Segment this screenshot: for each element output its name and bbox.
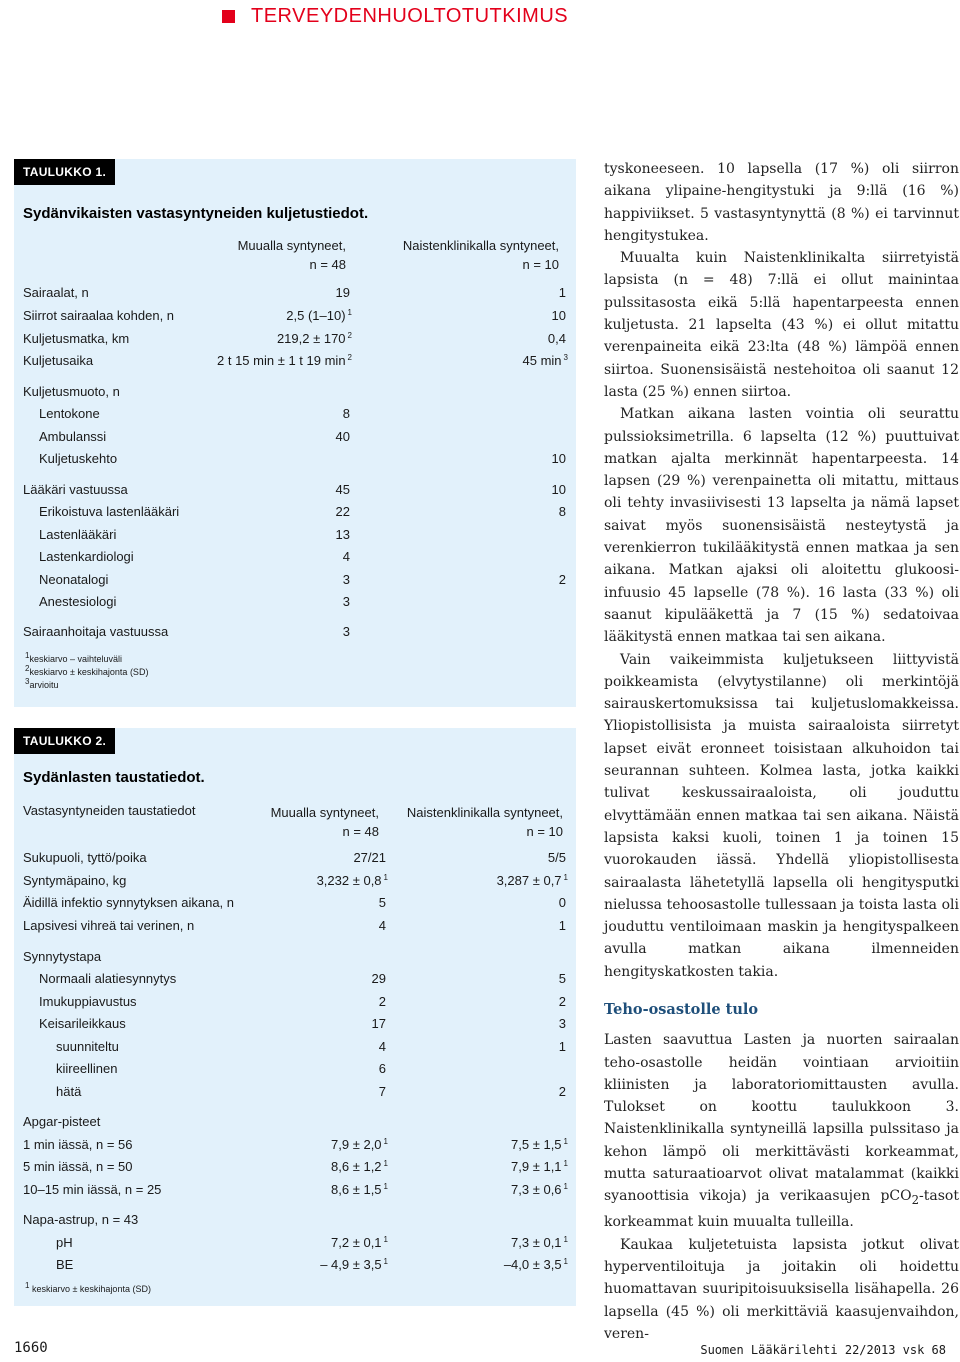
row-value-col2 xyxy=(559,971,568,987)
value-text: 2 xyxy=(558,1084,566,1099)
value-text: 8,6 ± 1,5 xyxy=(331,1182,382,1197)
footnote-marker: 1 xyxy=(563,1158,568,1168)
value-text: 19 xyxy=(335,285,350,300)
page-number: 1660 xyxy=(14,1340,48,1356)
value-text: 45 min xyxy=(522,353,562,368)
value-text: 8 xyxy=(558,504,566,519)
footnote-marker: 1 xyxy=(563,872,568,882)
value-text: 4 xyxy=(342,549,350,564)
row-value-col1 xyxy=(336,504,352,520)
row-label: 5 min iässä, n = 50 xyxy=(23,1159,133,1174)
value-text: 0 xyxy=(558,895,566,910)
row-value-col1 xyxy=(317,873,388,889)
row-label: Keisarileikkaus xyxy=(39,1016,126,1031)
row-label: hätä xyxy=(56,1084,82,1099)
value-text: 8 xyxy=(342,406,350,421)
value-text: 29 xyxy=(371,971,386,986)
row-value-col1 xyxy=(217,353,352,369)
row-label: Kuljetusmatka, km xyxy=(23,331,130,346)
article-paragraph: tyskoneeseen. 10 lapsella (17 %) oli siirron aikana ylipaine-hengitystuki ja 9:llä (16 %) happiviikset. 5 vastasyntynyttä (8 %) ei tarvinnut hengitystukea. xyxy=(604,161,959,244)
footnote-marker: 1 xyxy=(563,1234,568,1244)
value-text: 10 xyxy=(551,482,566,497)
article-paragraph: Matkan aikana lasten vointia oli seurattu pulssioksimetrilla. 6 lapselta (12 %) puuttuivat matkan ajalta merkinnät hapentarpeesta. 14 lapsen (29 %) verenpainetta oli mitattu, mittaus oli tehty invasiivisesti 13 lapselta ja nämä lapset saivat myös suonensisäistä nesteytystä ja verenkierron tukilääkitystä ennen matkaa ja sen aikana. Matkan ajaksi oli aloitettu glukoosi-infuusio 45 lapselle (78 %). 16 lasta (33 %) oli saanut kipulääkettä ja 7 (15 %) sedatoivaa lääkitystä ennen matkaa tai sen aikana. xyxy=(604,406,959,646)
value-text: 13 xyxy=(335,527,350,542)
row-value-col2 xyxy=(523,353,568,369)
row-label: suunniteltu xyxy=(56,1039,119,1054)
paragraph-text: -tasot korkeammat kuin muualta tulleilla. xyxy=(604,1188,959,1231)
value-text: 4 xyxy=(378,1039,386,1054)
footnote xyxy=(23,666,148,679)
row-label: Sukupuoli, tyttö/poika xyxy=(23,850,147,865)
row-label: Kuljetusmuoto, n xyxy=(23,384,120,399)
footnote-marker: 1 xyxy=(383,1234,388,1244)
row-value-col2 xyxy=(559,504,568,520)
row-value-col2 xyxy=(497,873,568,889)
table-1-col1-header xyxy=(134,236,346,274)
value-text: 10 xyxy=(551,451,566,466)
value-text: 8,6 ± 1,2 xyxy=(331,1159,382,1174)
row-value-col1 xyxy=(379,1039,388,1055)
row-value-col2 xyxy=(559,1039,568,1055)
value-text: 7,9 ± 2,0 xyxy=(331,1137,382,1152)
row-label: 10–15 min iässä, n = 25 xyxy=(23,1182,162,1197)
value-text: 3,287 ± 0,7 xyxy=(496,873,562,888)
value-text: 2 xyxy=(558,994,566,1009)
article-paragraph xyxy=(604,1029,959,1233)
footnote-marker: 1 xyxy=(563,1256,568,1266)
row-value-col1 xyxy=(320,1257,388,1273)
footnote-marker: 2 xyxy=(347,330,352,340)
row-label: Kuljetuskehto xyxy=(39,451,118,466)
value-text: 27/21 xyxy=(353,850,386,865)
row-label: Lääkäri vastuussa xyxy=(23,482,128,497)
section-header xyxy=(222,4,568,28)
footnote-marker: 1 xyxy=(563,1136,568,1146)
row-value-col1 xyxy=(343,549,352,565)
row-label: kiireellinen xyxy=(56,1061,118,1076)
row-value-col2 xyxy=(511,1235,568,1251)
row-value-col2 xyxy=(552,451,568,467)
col2-header-line2: n = 10 xyxy=(526,824,563,839)
table-2-caption: Sydänlasten taustatiedot. xyxy=(23,769,205,786)
value-text: 0,4 xyxy=(547,331,566,346)
value-text: 1 xyxy=(558,918,566,933)
row-label: 1 min iässä, n = 56 xyxy=(23,1137,133,1152)
row-label: Erikoistuva lastenlääkäri xyxy=(39,504,180,519)
row-value-col2 xyxy=(552,308,568,324)
value-text: 3,232 ± 0,8 xyxy=(316,873,382,888)
row-value-col1 xyxy=(379,994,388,1010)
row-label: Apgar-pisteet xyxy=(23,1114,101,1129)
value-text: 2 xyxy=(558,572,566,587)
table-1-tag: TAULUKKO 1. xyxy=(14,159,115,185)
row-value-col2 xyxy=(559,1084,568,1100)
row-value-col1 xyxy=(331,1182,388,1198)
row-value-col1 xyxy=(336,429,352,445)
footnote-marker: 1 xyxy=(347,307,352,317)
row-label: Imukuppiavustus xyxy=(39,994,137,1009)
row-value-col1 xyxy=(379,1061,388,1077)
value-text: 7,9 ± 1,1 xyxy=(511,1159,562,1174)
section-title: TERVEYDENHUOLTOTUTKIMUS xyxy=(251,4,569,27)
footnote-marker: 2 xyxy=(347,352,352,362)
row-value-col1 xyxy=(353,850,388,866)
footnote-marker: 1 xyxy=(383,1181,388,1191)
table-2 xyxy=(14,728,576,1306)
row-value-col1 xyxy=(336,527,352,543)
value-text: 7,3 ± 0,1 xyxy=(511,1235,562,1250)
row-label: Normaali alatiesynnytys xyxy=(39,971,177,986)
footnote-text: keskiarvo ± keskihajonta (SD) xyxy=(29,667,149,677)
row-value-col2 xyxy=(511,1137,568,1153)
footnote-marker: 1 xyxy=(563,1181,568,1191)
footnote-marker: 1 xyxy=(25,1281,30,1290)
col1-header-line2: n = 48 xyxy=(342,824,379,839)
value-text: 6 xyxy=(378,1061,386,1076)
row-value-col2 xyxy=(552,482,568,498)
row-value-col1 xyxy=(331,1159,388,1175)
value-text: 17 xyxy=(371,1016,386,1031)
row-value-col1 xyxy=(372,971,388,987)
footnote-marker: 1 xyxy=(383,1136,388,1146)
value-text: 5 xyxy=(378,895,386,910)
row-value-col2 xyxy=(548,331,568,347)
col2-header-line1: Naistenklinikalla syntyneet, xyxy=(406,805,563,820)
footnote xyxy=(23,679,58,692)
footnote-marker: 1 xyxy=(383,1158,388,1168)
value-text: 7,5 ± 1,5 xyxy=(511,1137,562,1152)
table-1 xyxy=(14,159,576,707)
footnote-marker: 2 xyxy=(25,664,30,673)
footnote xyxy=(23,653,122,666)
row-label: pH xyxy=(56,1235,73,1250)
value-text: 2 xyxy=(378,994,386,1009)
value-text: 5/5 xyxy=(547,850,566,865)
row-value-col2 xyxy=(559,572,568,588)
table-2-col0-header: Vastasyntyneiden taustatiedot xyxy=(23,803,196,818)
row-value-col1 xyxy=(286,308,352,324)
col1-header-line2: n = 48 xyxy=(309,257,346,272)
value-text: 5 xyxy=(558,971,566,986)
article-subheading: Teho-osastolle tulo xyxy=(604,1000,759,1018)
row-value-col1 xyxy=(343,572,352,588)
red-square-icon xyxy=(222,10,235,23)
value-text: 45 xyxy=(335,482,350,497)
row-label: Lastenkardiologi xyxy=(39,549,134,564)
footnote-text: keskiarvo – vaihteluväli xyxy=(29,654,122,664)
footnote-text: keskiarvo ± keskihajonta (SD) xyxy=(31,1284,151,1294)
article-paragraph: Vain vaikeimmista kuljetukseen liittyvistä poikkeamista (elvytystilanne) oli merkintöjä sairauskertomuksissa tai kuljetuslomakkeissa. Yliopistollisista ja muista sairaaloista siirretyt lapset eivät eronneet toisistaan alkuhoidon tai seurannan suhteen. Kolmea lasta, jotka kaikki tulivat keskussairaaloista, oli jouduttu elvyttämään ennen matkaa tai sen aikana. Näistä lapsista kaksi kuoli, toinen 1 ja toinen 15 vuorokauden iässä. Yhdellä yliopistollisesta sairaalasta lähetetyllä lapsella oli hengitysputki nielussa tehoosastolle tullessaan ja toista lasta oli jouduttu ventiloimaan maskin ja hengityspalkeen avulla matkan aikana ilmenneiden hengityskatkosten takia. xyxy=(604,651,959,980)
row-label: Äidillä infektio synnytyksen aikana, n xyxy=(23,895,235,910)
row-value-col1 xyxy=(343,624,352,640)
footnote-marker: 1 xyxy=(383,872,388,882)
value-text: 7,3 ± 0,6 xyxy=(511,1182,562,1197)
row-value-col2 xyxy=(559,1016,568,1032)
subscript: 2 xyxy=(911,1193,920,1208)
table-2-col1-header xyxy=(214,803,379,841)
paragraph-text: Lasten saavuttua Lasten ja nuorten sairaalan teho-osastolle heidän vointiaan arvioitiin kliinisten ja laboratoriomittausten avulla. Tulokset on koottu taulukkoon 3. Naistenklinikalla syntyneillä lapsilla pulssitaso ja kehon lämpö oli merkittävästi korkeammat, mutta saturaatioarvot olivat matalammat (kaikki syanoottisia vikoja) ja verikaasujen pCO xyxy=(604,1032,959,1205)
footnote-marker: 1 xyxy=(25,651,30,660)
value-text: – 4,9 ± 3,5 xyxy=(320,1257,382,1272)
value-text: 3 xyxy=(342,594,350,609)
row-value-col2 xyxy=(548,850,568,866)
table-1-caption: Sydänvikaisten vastasyntyneiden kuljetustiedot. xyxy=(23,205,369,222)
row-value-col1 xyxy=(336,482,352,498)
row-value-col1 xyxy=(379,895,388,911)
row-label: Kuljetusaika xyxy=(23,353,94,368)
value-text: 10 xyxy=(551,308,566,323)
value-text: 40 xyxy=(335,429,350,444)
row-value-col1 xyxy=(343,406,352,422)
row-value-col2 xyxy=(559,994,568,1010)
row-label: Lentokone xyxy=(39,406,100,421)
row-label: Lastenlääkäri xyxy=(39,527,117,542)
value-text: 4 xyxy=(378,918,386,933)
value-text: 22 xyxy=(335,504,350,519)
table-2-footnote xyxy=(23,1283,151,1296)
footnote-text: arvioitu xyxy=(29,680,59,690)
row-label: Lapsivesi vihreä tai verinen, n xyxy=(23,918,195,933)
value-text: 3 xyxy=(342,624,350,639)
row-value-col1 xyxy=(331,1235,388,1251)
row-value-col1 xyxy=(372,1016,388,1032)
row-label: Napa-astrup, n = 43 xyxy=(23,1212,139,1227)
journal-info: Suomen Lääkärilehti 22/2013 vsk 68 xyxy=(700,1343,946,1357)
row-value-col1 xyxy=(277,331,352,347)
row-value-col2 xyxy=(511,1159,568,1175)
row-label: Siirrot sairaalaa kohden, n xyxy=(23,308,175,323)
row-label: Anestesiologi xyxy=(39,594,117,609)
table-2-tag: TAULUKKO 2. xyxy=(14,728,115,754)
value-text: 7 xyxy=(378,1084,386,1099)
article-column xyxy=(604,158,959,1345)
row-value-col1 xyxy=(379,1084,388,1100)
row-label: Ambulanssi xyxy=(39,429,107,444)
value-text: 2,5 (1–10) xyxy=(286,308,346,323)
row-value-col1 xyxy=(336,285,352,301)
row-value-col1 xyxy=(379,918,388,934)
row-value-col2 xyxy=(559,918,568,934)
col2-header-line2: n = 10 xyxy=(522,257,559,272)
row-label: BE xyxy=(56,1257,74,1272)
row-label: Sairaanhoitaja vastuussa xyxy=(23,624,169,639)
value-text: 1 xyxy=(558,1039,566,1054)
row-value-col2 xyxy=(504,1257,568,1273)
value-text: 3 xyxy=(342,572,350,587)
footnote-marker: 1 xyxy=(383,1256,388,1266)
footnote-marker: 3 xyxy=(25,677,30,686)
row-value-col2 xyxy=(559,285,568,301)
col1-header-line1: Muualla syntyneet, xyxy=(237,238,346,253)
footnote-marker: 3 xyxy=(563,352,568,362)
row-value-col2 xyxy=(559,895,568,911)
value-text: 219,2 ± 170 xyxy=(276,331,346,346)
row-label: Neonatalogi xyxy=(39,572,109,587)
value-text: 7,2 ± 0,1 xyxy=(331,1235,382,1250)
row-label: Sairaalat, n xyxy=(23,285,89,300)
col2-header-line1: Naistenklinikalla syntyneet, xyxy=(402,238,559,253)
value-text: 2 t 15 min ± 1 t 19 min xyxy=(217,353,346,368)
col1-header-line1: Muualla syntyneet, xyxy=(270,805,379,820)
value-text: –4,0 ± 3,5 xyxy=(503,1257,562,1272)
article-paragraph: Muualta kuin Naistenklinikalta siirretyistä lapsista (n = 48) 7:llä ei ollut mainintaa pulssitasosta eikä 5:llä hapentarpeesta ennen kuljetusta. 21 lapselta (43 %) ei ollut mitattu verenpaineita eikä 23:lta (48 %) lämpöä ennen siirtoa. Suonensisäistä nestehoitoa oli saanut 12 lasta (25 %) ennen siirtoa. xyxy=(604,250,959,400)
row-label: Synnytystapa xyxy=(23,949,102,964)
row-value-col1 xyxy=(331,1137,388,1153)
table-1-col2-header xyxy=(354,236,559,274)
value-text: 3 xyxy=(558,1016,566,1031)
article-paragraph: Kaukaa kuljetetuista lapsista jotkut olivat hyperventiloituja ja joitakin oli hoidettu huomattavan suuripitoisuuksisella lisähapella. 26 lapsella (45 %) oli merkittäviä kaasujenvaihdon, veren- xyxy=(604,1236,959,1342)
table-2-col2-header xyxy=(386,803,563,841)
row-value-col1 xyxy=(343,594,352,610)
row-value-col2 xyxy=(511,1182,568,1198)
value-text: 1 xyxy=(558,285,566,300)
row-label: Syntymäpaino, kg xyxy=(23,873,127,888)
